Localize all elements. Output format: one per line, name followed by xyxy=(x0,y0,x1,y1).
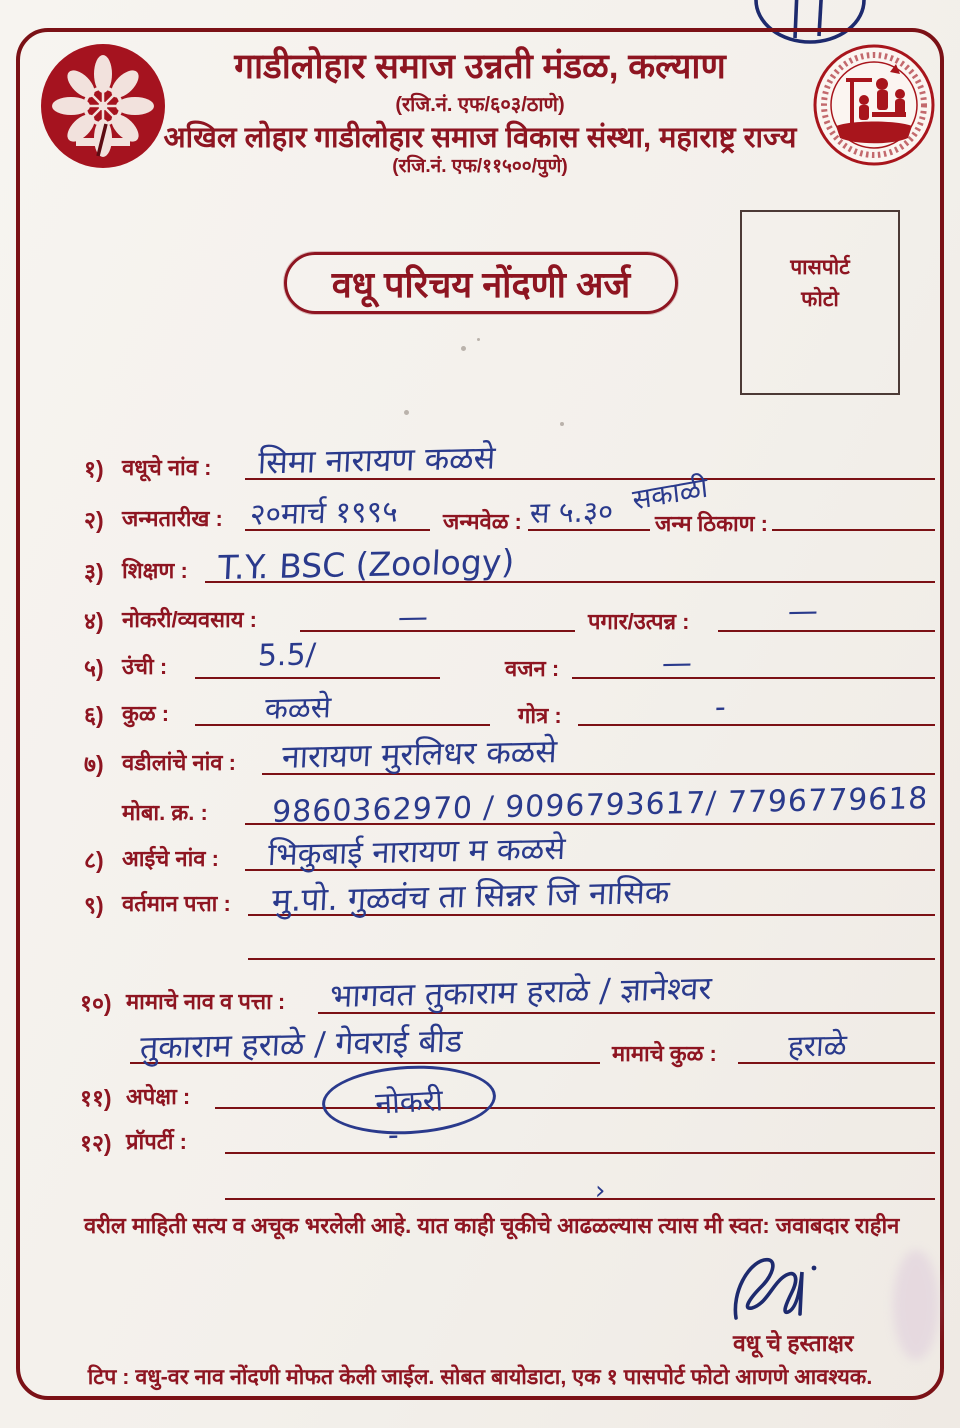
field-2-place-label: जन्म ठिकाण : xyxy=(655,511,769,536)
field-7-label: वडीलांचे नांव : xyxy=(122,750,236,775)
field-3-handwritten-value: T.Y. BSC (Zoology) xyxy=(217,541,516,588)
field-2-time-label: जन्मवेळ : xyxy=(443,509,522,534)
field-6b-label: गोत्र : xyxy=(518,703,562,728)
photo-box-label: पासपोर्ट xyxy=(790,255,850,279)
field-2-label: जन्मतारीख : xyxy=(122,506,223,531)
ruled-line xyxy=(772,529,935,531)
field-6-handwritten-value: कळसे xyxy=(264,690,332,727)
photo-box-label: फोटो xyxy=(801,287,839,311)
paper-speck xyxy=(404,410,409,415)
right-seal-logo xyxy=(812,42,936,168)
field-10b-label: मामाचे कुळ : xyxy=(612,1041,717,1066)
paper-speck xyxy=(461,346,466,351)
field-12-handwritten-value: - xyxy=(387,1117,400,1154)
field-3-number: ३) xyxy=(84,559,104,585)
field-10-handwritten-line2: तुकाराम हराळे / गेवराई बीड xyxy=(139,1021,464,1067)
paper-speck xyxy=(477,338,480,341)
field-4-handwritten-value: — xyxy=(397,599,429,636)
org-title-line2: अखिल लोहार गाडीलोहार समाज विकास संस्था, महाराष्ट्र राज्य xyxy=(163,122,797,154)
field-mobile-label: मोबा. क्र. : xyxy=(122,800,208,825)
form-title-badge: वधू परिचय नोंदणी अर्ज xyxy=(284,252,678,314)
paper-speck xyxy=(560,422,564,426)
passport-photo-box xyxy=(740,210,900,395)
field-5b-handwritten-value: — xyxy=(661,645,693,682)
field-5b-label: वजन : xyxy=(505,656,560,681)
field-5-label: उंची : xyxy=(122,654,168,679)
field-4-label: नोकरी/व्यवसाय : xyxy=(122,607,257,632)
org-title-line1: गाडीलोहार समाज उन्नती मंडळ, कल्याण xyxy=(234,47,726,86)
field-2-time-value: स ५.३० xyxy=(529,494,615,530)
ruled-line xyxy=(578,724,935,726)
footer-note: टिप : वधु-वर नाव नोंदणी मोफत केली जाईल. सोबत बायोडाटा, एक १ पासपोर्ट फोटो आणणे आवश्यक. xyxy=(87,1365,873,1389)
field-9-label: वर्तमान पत्ता : xyxy=(122,891,231,916)
field-4-number: ४) xyxy=(84,608,104,634)
field-9-number: ९) xyxy=(84,892,104,918)
ruled-line xyxy=(195,677,440,679)
field-1-label: वधूचे नांव : xyxy=(122,455,212,480)
ruled-line xyxy=(225,1152,935,1154)
field-10-number: १०) xyxy=(80,990,112,1016)
field-1-number: १) xyxy=(84,456,104,482)
field-7-number: ७) xyxy=(84,751,104,777)
field-11-label: अपेक्षा : xyxy=(126,1084,191,1109)
ruled-line xyxy=(195,724,490,726)
field-6-label: कुळ : xyxy=(122,701,170,726)
field-mobile-handwritten-value: 9860362970 / 9096793617/ 7796779618 xyxy=(271,781,930,830)
field-5-handwritten-value: 5.5/ xyxy=(257,637,317,674)
field-10b-handwritten-value: हराळे xyxy=(787,1028,848,1065)
paper-smudge xyxy=(893,1250,939,1360)
field-6b-handwritten-value: - xyxy=(714,689,727,726)
field-8-handwritten-value: भिकुबाई नारायण म कळसे xyxy=(267,830,567,874)
left-emblem-logo xyxy=(38,40,168,172)
field-2-time-extra: सकाळी xyxy=(630,470,710,517)
field-12-label: प्रॉपर्टी : xyxy=(126,1129,187,1154)
ruled-line xyxy=(300,630,575,632)
field-6-number: ६) xyxy=(84,702,104,728)
field-2-date-value: २०मार्च १९९५ xyxy=(249,494,399,533)
ruled-line xyxy=(248,958,935,960)
ruled-line xyxy=(718,630,935,632)
field-7-handwritten-value: नारायण मुरलिधर कळसे xyxy=(281,732,558,776)
field-8-label: आईचे नांव : xyxy=(122,846,219,871)
ruled-line xyxy=(225,1198,935,1200)
field-10-handwritten-value: भागवत तुकाराम हराळे / ज्ञानेश्वर xyxy=(329,968,713,1016)
bride-signature xyxy=(722,1252,832,1330)
field-9-handwritten-value: मु.पो. गुळवंच ता सिन्नर जि नासिक xyxy=(271,872,671,920)
field-12-line2-mark: › xyxy=(594,1175,607,1207)
field-10-label: मामाचे नाव व पत्ता : xyxy=(126,989,286,1014)
ruled-line xyxy=(572,677,935,679)
declaration-text: वरील माहिती सत्य व अचूक भरलेली आहे. यात काही चूकीचे आढळल्यास त्यास मी स्वत: जवाबदार राहीन xyxy=(84,1213,900,1238)
field-12-number: १२) xyxy=(80,1130,112,1156)
field-1-handwritten-value: सिमा नारायण कळसे xyxy=(257,438,497,482)
field-11-handwritten-value: नोकरी xyxy=(374,1082,444,1122)
field-4b-handwritten-value: — xyxy=(787,593,819,630)
field-11-number: ११) xyxy=(80,1085,112,1111)
field-2-number: २) xyxy=(84,507,104,533)
reg-number-2: (रजि.नं. एफ/११५००/पुणे) xyxy=(392,156,568,177)
field-3-label: शिक्षण : xyxy=(122,558,188,583)
field-5-number: ५) xyxy=(84,655,104,681)
field-8-number: ८) xyxy=(84,847,104,873)
reg-number-1: (रजि.नं. एफ/६०३/ठाणे) xyxy=(395,94,565,116)
signature-label: वधू चे हस्ताक्षर xyxy=(733,1330,854,1356)
field-4b-label: पगार/उत्पन्न : xyxy=(588,609,690,634)
